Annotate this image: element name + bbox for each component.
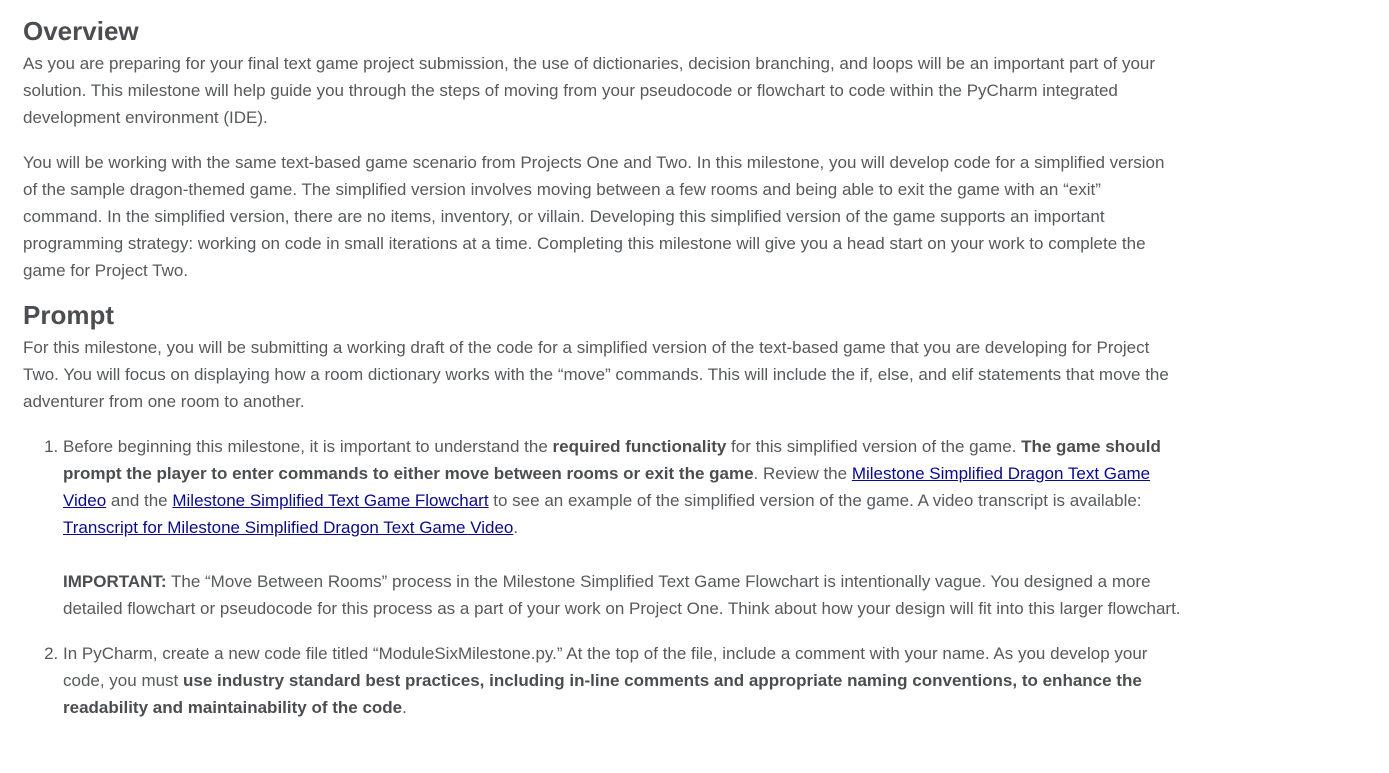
overview-paragraph-1: As you are preparing for your final text game project submission, the use of dictionaries, decision branching, and loops will be an important part of your solution. This milestone will help guide you through the steps of moving from your pseudocode or flowchart to code within the PyCharm integrated development environment (IDE).: [23, 54, 1156, 127]
step-1-text-b: for this simplified version of the game.: [726, 437, 1022, 456]
step-2-text-a: In PyCharm, create a new code file titled “ModuleSixMilestone.py.” At the top of the file, include a comment with your name. As you develop your code, you must: [63, 644, 1148, 690]
steps-list: [23, 433, 1183, 721]
flowchart-link[interactable]: Milestone Simplified Text Game Flowchart: [172, 491, 489, 510]
step-1-text-c: . Review the: [753, 464, 852, 483]
step-1-bold-game-prompt: The game should prompt the player to enter commands to either move between rooms or exit the game: [63, 437, 1161, 483]
step-1-text-d: and the: [106, 491, 173, 510]
important-text: The “Move Between Rooms” process in the Milestone Simplified Text Game Flowchart is intentionally vague. You designed a more detailed flowchart or pseudocode for this process as a part of your work on Project One. Think about how your design will fit into this larger flowchart.: [63, 572, 1181, 618]
step-1-text-a: Before beginning this milestone, it is important to understand the: [63, 437, 553, 456]
page-content: [23, 0, 1183, 721]
step-1-text-e: to see an example of the simplified version of the game. A video transcript is available:: [488, 491, 1142, 510]
spacer: [63, 541, 1183, 568]
overview-paragraph-2: You will be working with the same text-based game scenario from Projects One and Two. In this milestone, you will develop code for a simplified version of the sample dragon-themed game. The simplified version involves moving between a few rooms and being able to exit the game with an “exit” command. In the simplified version, there are no items, inventory, or villain. Developing this simplified version of the game supports an important programming strategy: working on code in small iterations at a time. Completing this milestone will give you a head start on your work to complete the game for Project Two.: [23, 153, 1165, 280]
prompt-intro: For this milestone, you will be submitting a working draft of the code for a simplified version of the text-based game that you are developing for Project Two. You will focus on displaying how a room dictionary works with the “move” commands. This will include the if, else, and elif statements that move the adventurer from one room to another.: [23, 338, 1169, 411]
step-2: [63, 640, 1183, 721]
step-1: [63, 433, 1183, 622]
milestone-video-link[interactable]: Milestone Simplified Dragon Text Game Video: [63, 464, 1151, 510]
important-label: IMPORTANT:: [63, 572, 167, 591]
prompt-heading: Prompt: [23, 300, 114, 330]
step-2-text-b: .: [402, 698, 407, 717]
transcript-link[interactable]: Transcript for Milestone Simplified Dragon Text Game Video: [63, 518, 514, 537]
step-1-bold-required-functionality: required functionality: [552, 437, 727, 456]
overview-heading: Overview: [23, 16, 139, 46]
step-1-text-f: .: [513, 518, 519, 537]
step-2-bold-best-practices: use industry standard best practices, including in-line comments and appropriate naming conventions, to enhance the readability and maintainability of the code: [63, 671, 1142, 717]
